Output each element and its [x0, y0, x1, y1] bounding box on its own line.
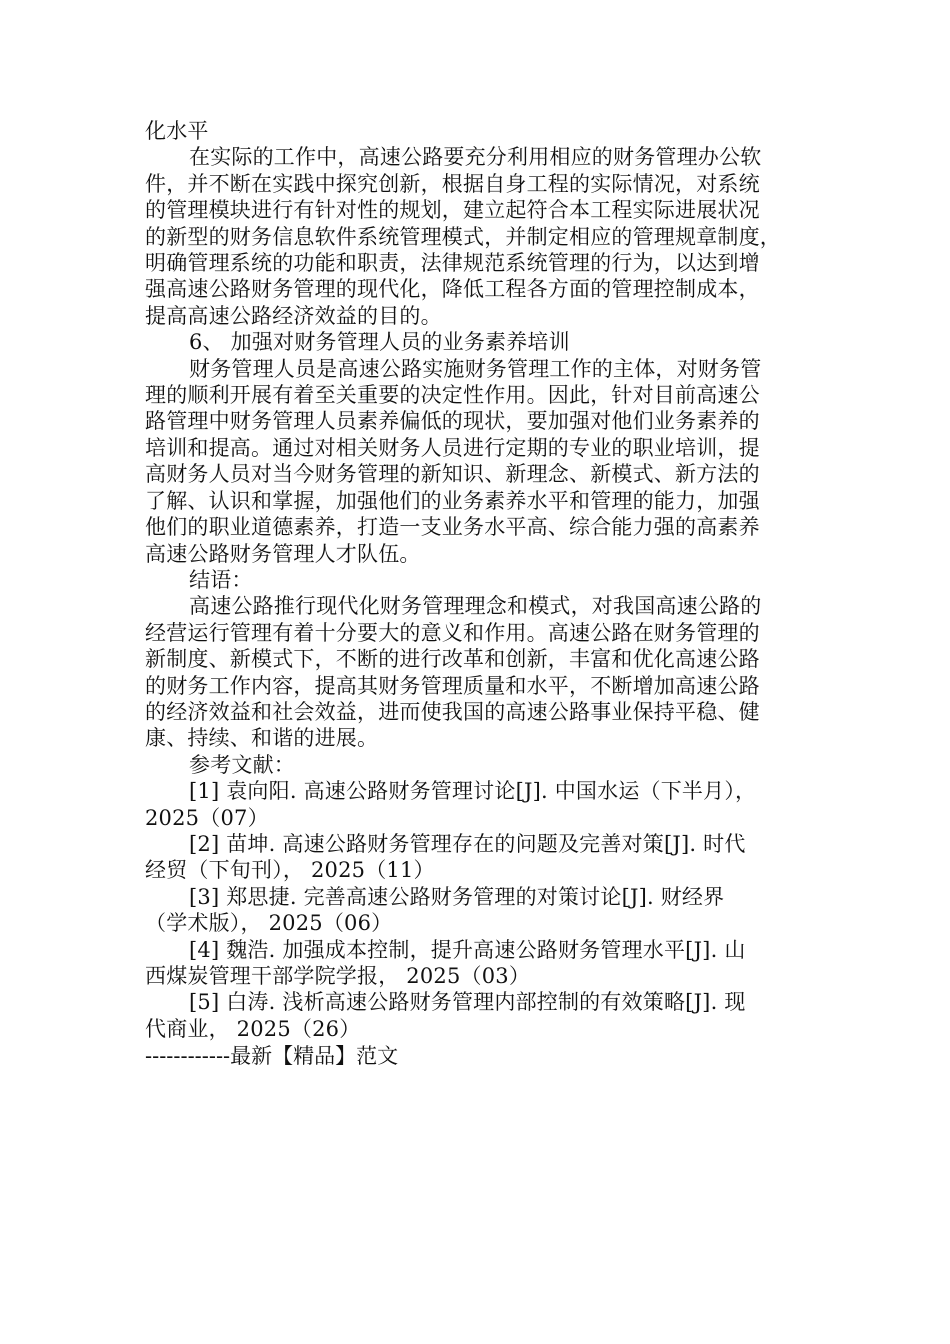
text-line: 新制度、新模式下，不断的进行改革和创新，丰富和优化高速公路	[145, 647, 760, 672]
text-line: 化水平	[145, 119, 209, 143]
text-line: 经贸（下旬刊）， 2025（11）	[145, 858, 435, 883]
text-line: [1] 袁向阳. 高速公路财务管理讨论[J]. 中国水运（下半月），	[189, 779, 757, 804]
text-line: 路管理中财务管理人员素养偏低的现状，要加强对他们业务素养的	[145, 409, 760, 434]
text-line: 他们的职业道德素养，打造一支业务水平高、综合能力强的高素养	[145, 515, 760, 540]
text-line: 参考文献：	[189, 752, 295, 777]
text-line: 代商业， 2025（26）	[145, 1016, 361, 1041]
text-line: 理的顺利开展有着至关重要的决定性作用。因此，针对目前高速公	[145, 383, 760, 408]
text-line: 的财务工作内容，提高其财务管理质量和水平，不断增加高速公路	[145, 673, 760, 698]
text-line: 高速公路财务管理人才队伍。	[145, 541, 421, 566]
text-line: 结语：	[189, 567, 253, 592]
text-line: 的经济效益和社会效益，进而使我国的高速公路事业保持平稳、健	[145, 699, 760, 724]
text-line: [2] 苗坤. 高速公路财务管理存在的问题及完善对策[J]. 时代	[189, 831, 746, 856]
text-line: 在实际的工作中，高速公路要充分利用相应的财务管理办公软	[189, 145, 762, 170]
text-line: 6、 加强对财务管理人员的业务素养培训	[189, 330, 570, 355]
text-line: 强高速公路财务管理的现代化，降低工程各方面的管理控制成本，	[145, 277, 760, 302]
text-line: 了解、认识和掌握，加强他们的业务素养水平和管理的能力，加强	[145, 488, 760, 513]
text-line: 件，并不断在实践中探究创新，根据自身工程的实际情况，对系统	[145, 171, 760, 196]
text-line: 高财务人员对当今财务管理的新知识、新理念、新模式、新方法的	[145, 462, 760, 487]
text-line: 的管理模块进行有针对性的规划，建立起符合本工程实际进展状况	[145, 198, 760, 223]
text-line: 的新型的财务信息软件系统管理模式，并制定相应的管理规章制度，	[145, 224, 781, 249]
text-line: [3] 郑思捷. 完善高速公路财务管理的对策讨论[J]. 财经界	[189, 884, 725, 909]
text-line: 高速公路推行现代化财务管理理念和模式，对我国高速公路的	[189, 594, 762, 619]
text-line: 2025（07）	[145, 805, 269, 830]
text-line: 提高高速公路经济效益的目的。	[145, 303, 442, 328]
text-line: （学术版）， 2025（06）	[145, 911, 393, 936]
text-line: 明确管理系统的功能和职责，法律规范系统管理的行为，以达到增	[145, 251, 760, 276]
text-line: [4] 魏浩. 加强成本控制，提升高速公路财务管理水平[J]. 山	[189, 937, 746, 962]
text-line: 培训和提高。通过对相关财务人员进行定期的专业的职业培训，提	[145, 435, 760, 460]
text-line: 经营运行管理有着十分要大的意义和作用。高速公路在财务管理的	[145, 620, 760, 645]
text-line: 康、持续、和谐的进展。	[145, 726, 379, 751]
footer-text: ------------最新【精品】范文	[145, 1044, 399, 1068]
text-line: 西煤炭管理干部学院学报， 2025（03）	[145, 964, 531, 988]
text-line: [5] 白涛. 浅析高速公路财务管理内部控制的有效策略[J]. 现	[189, 990, 746, 1015]
document-body	[145, 118, 813, 1042]
text-line: 财务管理人员是高速公路实施财务管理工作的主体，对财务管	[189, 356, 762, 381]
